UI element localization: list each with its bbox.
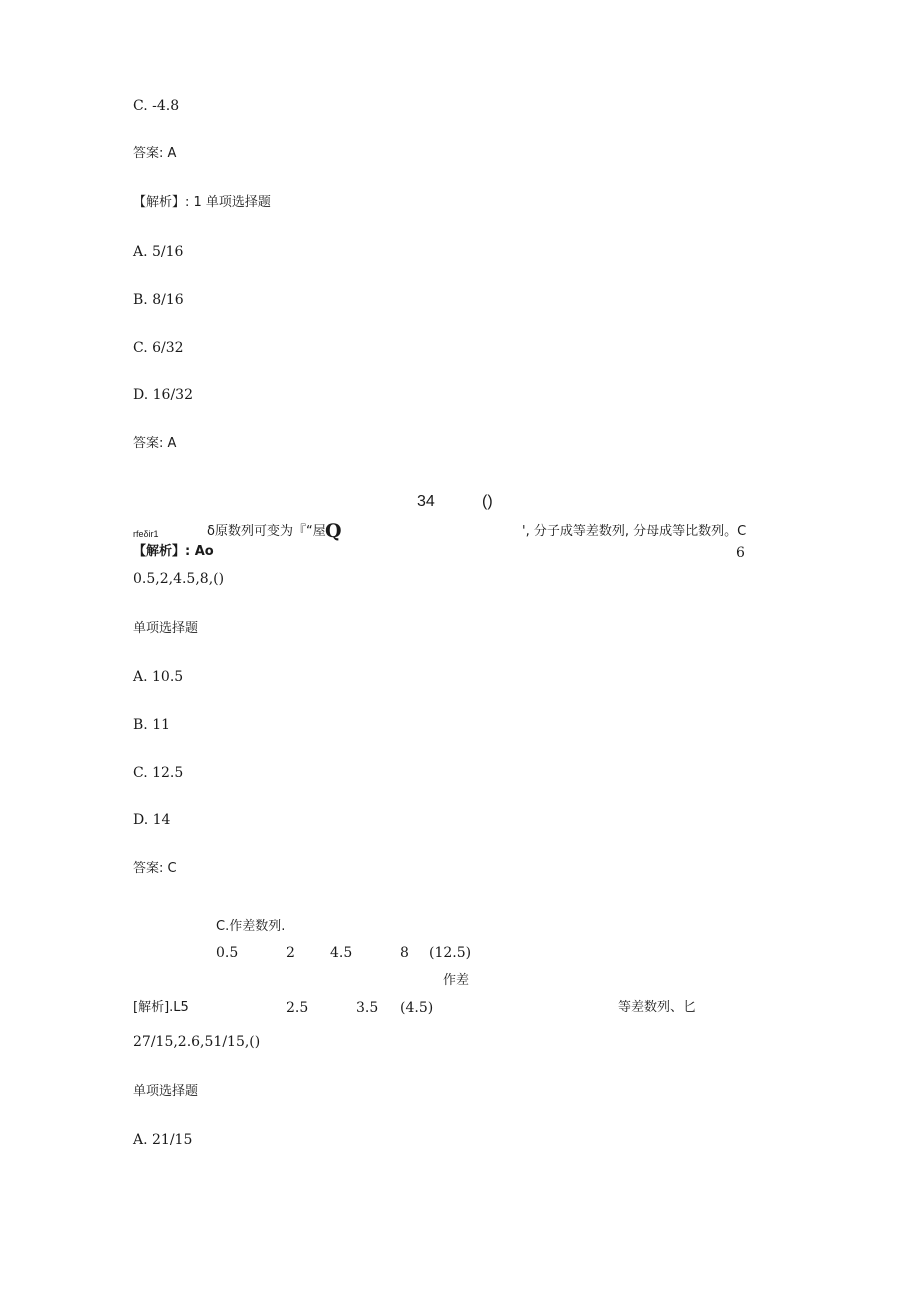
diff-value: 3.5 <box>356 1000 379 1016</box>
formula-glyph: Q <box>325 520 342 542</box>
page-digit: 6 <box>736 545 745 561</box>
option-a: A. 10.5 <box>133 669 184 685</box>
question-text: 0.5,2,4.5,8,() <box>133 571 225 587</box>
option-b: B. 11 <box>133 717 171 733</box>
sequence-value: (12.5) <box>429 945 472 961</box>
diff-value: 2.5 <box>286 1000 309 1016</box>
sequence-value: 0.5 <box>216 945 239 961</box>
answer-line: 答案: C <box>133 861 177 876</box>
question-text: 27/15,2.6,51/15,() <box>133 1034 261 1050</box>
option-b: B. 8/16 <box>133 292 184 308</box>
sequence-value: 2 <box>286 945 295 961</box>
option-d: D. 14 <box>133 812 171 828</box>
sequence-value: 4.5 <box>330 945 353 961</box>
analysis-tail: 等差数列、匕 <box>618 1000 697 1015</box>
diff-value: (4.5) <box>400 1000 434 1016</box>
question-type: 单项选择题 <box>133 1084 199 1099</box>
sequence-value: 8 <box>400 945 409 961</box>
question-type: 单项选择题 <box>133 621 199 636</box>
option-a: A. 21/15 <box>133 1132 193 1148</box>
analysis-end: ', 分子成等差数列, 分母成等比数列。C <box>522 524 747 539</box>
answer-line: 答案: A <box>133 146 177 161</box>
option-c: C. 12.5 <box>133 765 184 781</box>
analysis-mid: δ原数列可变为『“屋 <box>207 524 326 539</box>
question-number: 34 <box>417 493 435 510</box>
option-d: D. 16/32 <box>133 387 193 403</box>
option-c: C. -4.8 <box>133 98 180 114</box>
option-a: A. 5/16 <box>133 244 184 260</box>
analysis-line: 【解析】: 1 单项选择题 <box>133 195 271 210</box>
analysis-label: [解析].L5 <box>133 1000 189 1015</box>
analysis-label: 【解析】: Ao <box>133 544 214 559</box>
diff-label: 作差 <box>443 973 470 988</box>
explanation-line: C.作差数列. <box>216 919 286 934</box>
question-paren: () <box>482 493 493 510</box>
option-c: C. 6/32 <box>133 340 184 356</box>
answer-line: 答案: A <box>133 436 177 451</box>
garbled-prefix: rfeδir1 <box>133 529 159 539</box>
